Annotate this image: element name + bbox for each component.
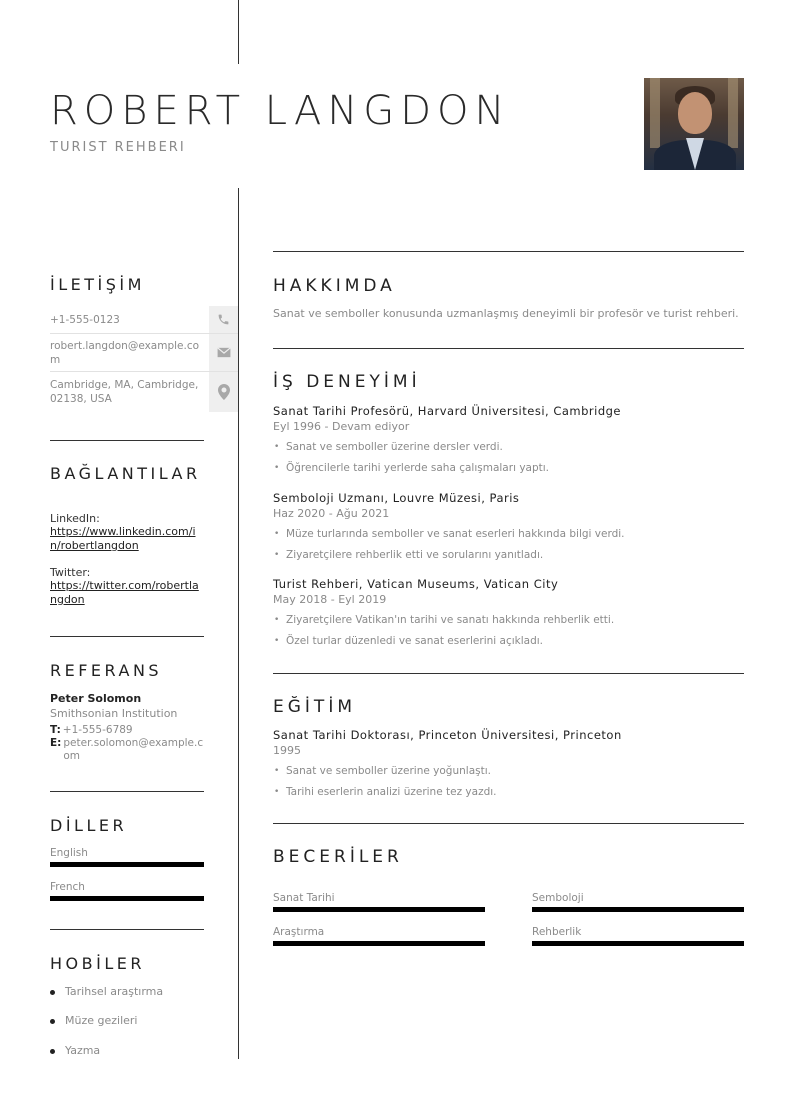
job-bullet: • Özel turlar düzenledi ve sanat eserlerini açıkladı.: [273, 631, 614, 652]
contact-email-row: [50, 334, 238, 372]
job-date: Eyl 1996 - Devam ediyor: [273, 420, 410, 433]
header-divider-line: [238, 0, 239, 64]
reference-phone-label: T:: [50, 724, 61, 736]
linkedin-label: LinkedIn:: [50, 512, 100, 525]
skill-name: Araştırma: [273, 926, 325, 938]
twitter-label: Twitter:: [50, 566, 91, 579]
skill-item: [273, 926, 485, 946]
language-name: English: [50, 847, 88, 859]
hobbies-section-title: HOBİLER: [50, 954, 145, 973]
hobby-label: Tarihsel araştırma: [65, 985, 164, 998]
experience-section-title: İŞ DENEYİMİ: [273, 372, 421, 392]
links-section-title: BAĞLANTILAR: [50, 464, 201, 483]
phone-icon: [209, 306, 238, 333]
location-pin-icon: [209, 372, 238, 412]
experience-entry: [273, 404, 621, 479]
skill-item: [532, 926, 744, 946]
column-divider-line: [238, 188, 239, 1059]
language-item: [50, 847, 204, 867]
languages-section-title: DİLLER: [50, 816, 128, 835]
skill-name: Sanat Tarihi: [273, 892, 335, 904]
language-level-bar: [50, 862, 204, 867]
skill-level-bar: [532, 941, 744, 946]
contact-section-title: İLETİŞİM: [50, 275, 145, 294]
education-entry: [273, 728, 622, 803]
job-bullet: • Müze turlarında semboller ve sanat eserleri hakkında bilgi verdi.: [273, 524, 625, 545]
experience-entry: [273, 491, 625, 566]
candidate-name: ROBERT LANGDON: [50, 88, 511, 134]
skill-name: Rehberlik: [532, 926, 582, 938]
job-bullet: • Öğrencilerle tarihi yerlerde saha çalışmaları yaptı.: [273, 458, 621, 479]
envelope-icon: [209, 334, 238, 371]
linkedin-link[interactable]: https://www.linkedin.com/in/robertlangdon: [50, 525, 196, 552]
contact-email[interactable]: robert.langdon@example.com: [50, 340, 200, 366]
main-divider: [273, 823, 744, 824]
contact-phone-row: [50, 306, 238, 334]
reference-organization: Smithsonian Institution: [50, 707, 178, 720]
skill-level-bar: [273, 907, 485, 912]
reference-entry: [50, 692, 204, 763]
degree-year: 1995: [273, 744, 301, 757]
contact-phone: +1-555-0123: [50, 314, 120, 326]
main-divider: [273, 673, 744, 674]
skill-name: Semboloji: [532, 892, 584, 904]
reference-phone: +1-555-6789: [62, 724, 133, 736]
skills-section-title: BECERİLER: [273, 847, 403, 867]
profile-photo: [644, 78, 744, 170]
hobby-item: [50, 985, 163, 998]
hobby-item: [50, 1014, 137, 1027]
links-list: [50, 512, 204, 607]
skill-item: [532, 892, 744, 912]
education-bullet: • Sanat ve semboller üzerine yoğunlaştı.: [273, 761, 622, 782]
education-bullet: • Tarihi eserlerin analizi üzerine tez yazdı.: [273, 782, 622, 803]
job-bullet: • Ziyaretçilere rehberlik etti ve sorularını yanıtladı.: [273, 545, 625, 566]
references-section-title: REFERANS: [50, 661, 163, 680]
twitter-link[interactable]: https://twitter.com/robertlangdon: [50, 579, 199, 606]
hobby-label: Yazma: [65, 1044, 101, 1057]
experience-entry: [273, 577, 614, 652]
sidebar-divider: [50, 929, 204, 930]
degree-title: Sanat Tarihi Doktorası, Princeton Üniversitesi, Princeton: [273, 728, 622, 742]
contact-address: Cambridge, MA, Cambridge, 02138, USA: [50, 379, 199, 405]
job-bullet: • Sanat ve semboller üzerine dersler verdi.: [273, 437, 621, 458]
reference-email-label: E:: [50, 737, 62, 749]
language-level-bar: [50, 896, 204, 901]
candidate-job-title: TURIST REHBERI: [50, 140, 186, 155]
job-title: Sanat Tarihi Profesörü, Harvard Üniversitesi, Cambridge: [273, 404, 622, 418]
hobby-label: Müze gezileri: [65, 1014, 138, 1027]
job-date: Haz 2020 - Ağu 2021: [273, 507, 390, 520]
sidebar-divider: [50, 791, 204, 792]
education-section-title: EĞİTİM: [273, 697, 356, 717]
reference-email[interactable]: peter.solomon@example.com: [63, 737, 204, 762]
skill-level-bar: [532, 907, 744, 912]
job-title: Semboloji Uzmanı, Louvre Müzesi, Paris: [273, 491, 520, 505]
about-section-title: HAKKIMDA: [273, 276, 396, 296]
job-bullet: • Ziyaretçilere Vatikan'ın tarihi ve sanatı hakkında rehberlik etti.: [273, 610, 614, 631]
sidebar-divider: [50, 440, 204, 441]
reference-name: Peter Solomon: [50, 692, 142, 705]
contact-address-row: [50, 372, 238, 412]
main-divider: [273, 348, 744, 349]
job-title: Turist Rehberi, Vatican Museums, Vatican City: [273, 577, 559, 591]
language-name: French: [50, 881, 85, 893]
hobby-item: [50, 1044, 100, 1057]
main-divider: [273, 251, 744, 252]
skill-level-bar: [273, 941, 485, 946]
sidebar-divider: [50, 636, 204, 637]
language-item: [50, 881, 204, 901]
about-text: Sanat ve semboller konusunda uzmanlaşmış deneyimli bir profesör ve turist rehberi.: [273, 307, 739, 320]
skill-item: [273, 892, 485, 912]
job-date: May 2018 - Eyl 2019: [273, 593, 387, 606]
